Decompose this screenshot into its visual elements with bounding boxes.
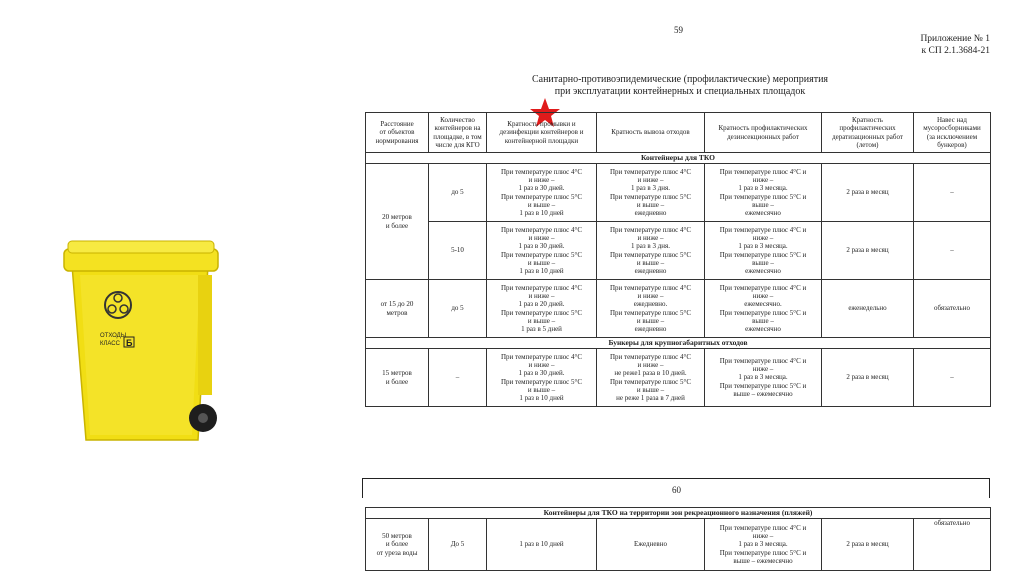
cell-text-line: и выше – — [636, 200, 665, 209]
cell-text-line: и выше – — [527, 316, 556, 325]
cell-text-line: При температуре плюс 5°С — [609, 377, 692, 386]
header-count — [429, 113, 487, 153]
cell-text-line: При температуре плюс 4°С и — [719, 523, 807, 532]
cell-text-line: и выше – — [636, 258, 665, 267]
cell-text-line: ниже – — [752, 233, 774, 242]
cell-text-line: дезинсекционных работ — [727, 132, 799, 141]
wash-cell — [487, 164, 597, 222]
cell-text-line: 1 раз в 3 дня. — [631, 242, 670, 251]
cell-text-line: 1 раз в 3 месяца. — [738, 540, 788, 549]
cell-text-line: При температуре плюс 5°С и — [719, 381, 807, 390]
cell-text-line: 1 раз в 10 дней — [519, 267, 564, 276]
cell-text-line: 20 метров — [382, 213, 412, 222]
cell-text-line: При температуре плюс 4°С — [500, 283, 583, 292]
section-bunkers: Бункеры для крупногабаритных отходов — [366, 338, 991, 349]
cell-text-line: 1 раз в 30 дней. — [518, 369, 565, 378]
removal-cell — [597, 164, 705, 222]
removal-cell — [597, 349, 705, 407]
table-row — [366, 222, 991, 280]
page-number-top: 59 — [674, 25, 683, 35]
cell-text-line: При температуре плюс 5°С и — [719, 192, 807, 201]
cell-text-line: При температуре плюс 5°С — [609, 192, 692, 201]
cell-text-line: При температуре плюс 5°С — [609, 308, 692, 317]
cell-text-line: При температуре плюс 5°С — [500, 308, 583, 317]
cell-text-line: Кратность промывки и — [507, 120, 576, 129]
disinsection-cell — [705, 280, 822, 338]
cell-text-line: При температуре плюс 4°С и — [719, 356, 807, 365]
disinsection-cell — [705, 222, 822, 280]
cell-text-line: ежедневно — [634, 325, 667, 334]
cell-text-line: При температуре плюс 4°С — [609, 352, 692, 361]
cell-text-line: 15 метров — [382, 369, 412, 378]
cell-text-line: не реже1 раза в 10 дней. — [614, 369, 687, 378]
measures-table — [365, 112, 991, 407]
cell-text-line: выше – — [752, 316, 774, 325]
distance-cell — [366, 349, 429, 407]
cell-text-line: нормирования — [375, 136, 419, 145]
cell-text-line: При температуре плюс 4°С — [609, 283, 692, 292]
cell-text-line: 1 раз в 3 месяца. — [738, 242, 788, 251]
cell-text-line: Кратность — [852, 115, 883, 124]
disinsection-cell — [705, 349, 822, 407]
cell-text-line: Кратность профилактических — [718, 124, 808, 133]
cell-text-line: ежемесячно — [745, 325, 781, 334]
cell-text-line: При температуре плюс 4°С — [609, 167, 692, 176]
cell-text-line: метров — [386, 308, 408, 317]
bin-label-line2: КЛАСС — [100, 341, 120, 347]
bin-label-line1: ОТХОДЫ — [100, 333, 127, 339]
deratization-cell: 2 раза в месяц — [822, 349, 914, 407]
cell-text-line: При температуре плюс 5°С и — [719, 250, 807, 259]
cell-text-line: (летом) — [856, 140, 879, 149]
header-row — [366, 113, 991, 153]
cell-text-line: от объектов — [379, 128, 415, 137]
wash-cell — [487, 222, 597, 280]
cell-text-line: При температуре плюс 4°С — [500, 167, 583, 176]
cell-text-line: При температуре плюс 5°С и — [719, 548, 807, 557]
section-containers: Контейнеры для ТКО — [366, 153, 991, 164]
cell-text-line: 1 раз в 30 дней. — [518, 184, 565, 193]
cell-text-line: и ниже – — [528, 291, 555, 300]
cell-text-line: и выше – — [636, 316, 665, 325]
cell-text-line: При температуре плюс 5°С и — [719, 308, 807, 317]
cell-text-line: мусоросборниками — [923, 124, 981, 133]
cell-text-line: ежемесячно — [745, 209, 781, 218]
removal-cell — [597, 280, 705, 338]
cell-text-line: и ниже – — [637, 291, 664, 300]
header-removal — [597, 113, 705, 153]
removal-cell — [597, 222, 705, 280]
canopy-cell: – — [914, 349, 991, 407]
canopy-cell: обязательно — [914, 519, 991, 571]
cell-text-line: 1 раз в 20 дней. — [518, 300, 565, 309]
cell-text-line: ниже – — [752, 291, 774, 300]
page-border-left — [362, 478, 363, 498]
wash-cell — [487, 349, 597, 407]
cell-text-line: и ниже – — [528, 360, 555, 369]
deratization-cell: 2 раза в месяц — [822, 222, 914, 280]
appendix-label — [880, 33, 990, 57]
cell-text-line: ниже – — [752, 365, 774, 374]
yellow-waste-bin-image — [58, 235, 223, 450]
cell-text-line: и ниже – — [637, 175, 664, 184]
wash-cell — [487, 280, 597, 338]
cell-text-line: Кратность вывоза отходов — [611, 128, 690, 137]
table-row — [366, 280, 991, 338]
title-line: Санитарно-противоэпидемические (профилактические) мероприятия — [531, 74, 829, 85]
canopy-cell: – — [914, 164, 991, 222]
cell-text-line: и ниже – — [637, 360, 664, 369]
cell-text-line: 1 раз в 10 дней — [519, 209, 564, 218]
cell-text-line: выше – ежемесячно — [733, 556, 793, 565]
count-cell: 5-10 — [429, 222, 487, 280]
cell-text-line: дезинфекции контейнеров и — [499, 128, 584, 137]
disinsection-cell — [705, 164, 822, 222]
header-distance — [366, 113, 429, 153]
cell-text-line: 1 раз в 30 дней. — [518, 242, 565, 251]
bin-class-letter: Б — [126, 338, 133, 348]
cell-text-line: и выше – — [527, 385, 556, 394]
cell-text-line: дератизационных работ — [832, 132, 903, 141]
deratization-cell: еженедельно — [822, 280, 914, 338]
removal-cell: Ежедневно — [597, 519, 705, 571]
cell-text-line: и выше – — [527, 258, 556, 267]
cell-text-line: выше – ежемесячно — [733, 389, 793, 398]
cell-text-line: 1 раз в 3 месяца. — [738, 373, 788, 382]
cell-text-line: контейнеров на — [434, 124, 481, 133]
document-title — [430, 74, 930, 98]
section-beach-containers: Контейнеры для ТКО на территории зон рекреационного назначения (пляжей) — [366, 508, 991, 519]
cell-text-line: Количество — [440, 115, 475, 124]
distance-cell — [366, 280, 429, 338]
cell-text-line: и более — [385, 221, 409, 230]
title-line: при эксплуатации контейнерных и специальных площадок — [554, 86, 806, 97]
cell-text-line: не реже 1 раза в 7 дней — [616, 394, 685, 403]
cell-text-line: площадке, в том — [433, 132, 482, 141]
cell-text-line: (за исключением — [926, 132, 978, 141]
cell-text-line: числе для КГО — [435, 140, 480, 149]
cell-text-line: 1 раз в 3 месяца. — [738, 184, 788, 193]
cell-text-line: При температуре плюс 5°С — [500, 250, 583, 259]
cell-text-line: и более — [385, 540, 409, 549]
cell-text-line: При температуре плюс 5°С — [500, 192, 583, 201]
cell-text-line: 1 раз в 3 дня. — [631, 184, 670, 193]
cell-text-line: Навес над — [937, 115, 967, 124]
cell-text-line: и выше – — [636, 385, 665, 394]
cell-text-line: ниже – — [752, 532, 774, 541]
cell-text-line: и ниже – — [528, 233, 555, 242]
count-cell: До 5 — [429, 519, 487, 571]
wash-cell: 1 раз в 10 дней — [487, 519, 597, 571]
appendix-line: Приложение № 1 — [920, 34, 990, 44]
cell-text-line: При температуре плюс 4°С и — [719, 167, 807, 176]
distance-cell — [366, 519, 429, 571]
deratization-cell: 2 раза в месяц — [822, 519, 914, 571]
deratization-cell: 2 раза в месяц — [822, 164, 914, 222]
page-border-right — [989, 478, 990, 498]
cell-text-line: 1 раз в 5 дней — [521, 325, 562, 334]
cell-text-line: от уреза воды — [376, 548, 418, 557]
cell-text-line: При температуре плюс 4°С и — [719, 283, 807, 292]
bin-wheel — [189, 404, 217, 432]
table-row — [366, 349, 991, 407]
cell-text-line: и ниже – — [637, 233, 664, 242]
cell-text-line: контейнерной площадки — [504, 136, 579, 145]
cell-text-line: от 15 до 20 — [380, 300, 414, 309]
cell-text-line: ежемесячно. — [744, 300, 782, 309]
cell-text-line: При температуре плюс 4°С и — [719, 225, 807, 234]
page-divider — [362, 478, 990, 479]
distance-cell — [366, 164, 429, 280]
cell-text-line: ежедневно — [634, 267, 667, 276]
cell-text-line: ниже – — [752, 175, 774, 184]
cell-text-line: и ниже – — [528, 175, 555, 184]
cell-text-line: Расстояние — [380, 120, 414, 129]
cell-text-line: При температуре плюс 4°С — [609, 225, 692, 234]
header-wash — [487, 113, 597, 153]
appendix-line: к СП 2.1.3684-21 — [921, 46, 990, 56]
cell-text-line: и выше – — [527, 200, 556, 209]
cell-text-line: выше – — [752, 258, 774, 267]
cell-text-line: При температуре плюс 5°С — [500, 377, 583, 386]
cell-text-line: 1 раз в 10 дней — [519, 394, 564, 403]
cell-text-line: профилактических — [839, 124, 896, 133]
cell-text-line: бункеров) — [937, 140, 967, 149]
disinsection-cell — [705, 519, 822, 571]
cell-text-line: 50 метров — [382, 532, 412, 541]
cell-text-line: При температуре плюс 4°С — [500, 225, 583, 234]
table-row — [366, 519, 991, 571]
cell-text-line: При температуре плюс 4°С — [500, 352, 583, 361]
count-cell: – — [429, 349, 487, 407]
cell-text-line: При температуре плюс 5°С — [609, 250, 692, 259]
cell-text-line: и более — [385, 377, 409, 386]
canopy-cell: – — [914, 222, 991, 280]
count-cell: до 5 — [429, 280, 487, 338]
count-cell: до 5 — [429, 164, 487, 222]
canopy-cell: обязательно — [914, 280, 991, 338]
page-number-bottom: 60 — [672, 485, 681, 495]
cell-text-line: ежемесячно — [745, 267, 781, 276]
beach-containers-table — [365, 507, 991, 571]
header-canopy — [914, 113, 991, 153]
cell-text-line: ежедневно — [634, 209, 667, 218]
header-disinsection — [705, 113, 822, 153]
table-row — [366, 164, 991, 222]
header-deratization — [822, 113, 914, 153]
cell-text-line: выше – — [752, 200, 774, 209]
cell-text-line: ежедневно. — [633, 300, 668, 309]
